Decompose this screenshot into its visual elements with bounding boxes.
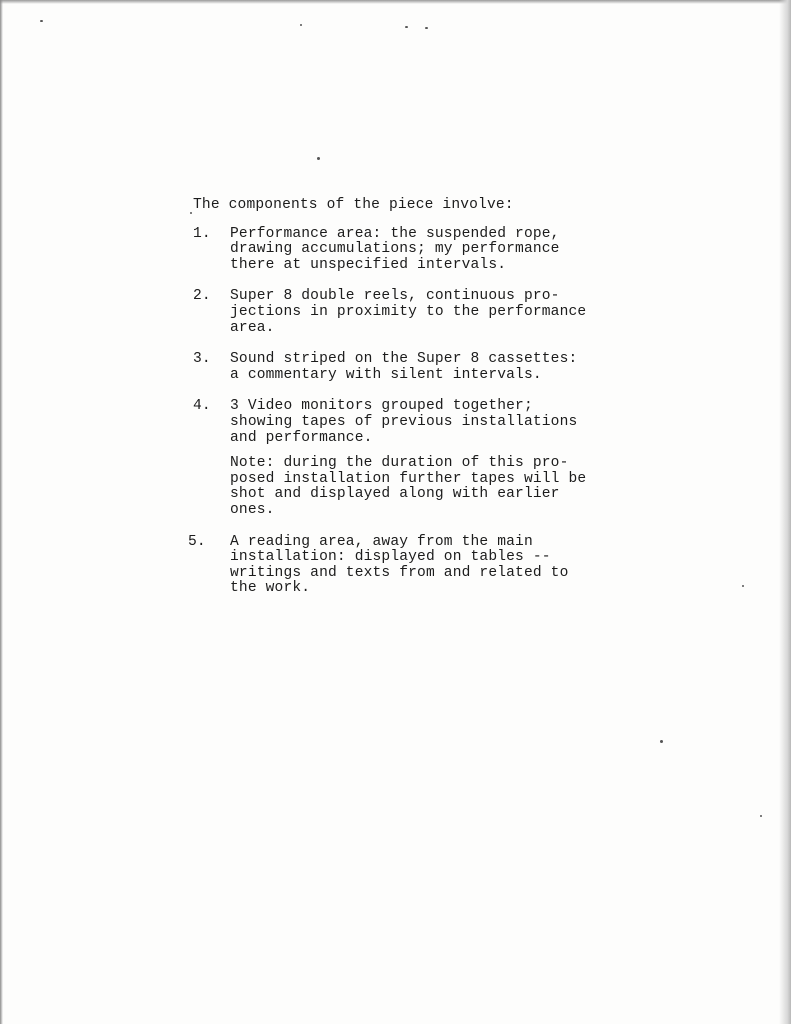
item-line: a commentary with silent intervals. [230, 366, 542, 383]
note-line: ones. [230, 501, 275, 518]
item-line: A reading area, away from the main [230, 533, 533, 550]
item-line: showing tapes of previous installations [230, 413, 578, 430]
item-line: Performance area: the suspended rope, [230, 225, 560, 242]
item-text [230, 535, 569, 597]
scan-speck [405, 26, 408, 28]
scan-edge-top [0, 0, 791, 4]
scan-speck [660, 740, 663, 743]
scan-speck [40, 20, 43, 22]
scan-speck [300, 24, 302, 26]
item-line: writings and texts from and related to [230, 564, 569, 581]
list-item-2 [193, 289, 623, 336]
item-text [230, 352, 577, 383]
intro-line: The components of the piece involve: [193, 197, 514, 213]
item-line: the work. [230, 580, 311, 597]
item-line: 3 Video monitors grouped together; [230, 398, 533, 415]
scan-speck [742, 585, 744, 587]
list-item-5 [188, 535, 623, 597]
note-line: Note: during the duration of this pro- [230, 455, 569, 472]
item-line: Super 8 double reels, continuous pro- [230, 288, 560, 305]
scan-speck [760, 815, 762, 817]
note-line: posed installation further tapes will be [230, 470, 587, 487]
item-text [230, 399, 586, 518]
list-item-3 [193, 352, 623, 383]
item-line: Sound striped on the Super 8 cassettes: [230, 351, 578, 368]
item-line: drawing accumulations; my performance [230, 241, 560, 258]
scan-speck [425, 27, 428, 29]
item-line: and performance. [230, 429, 373, 446]
item-line: jections in proximity to the performance [230, 303, 587, 320]
item-number: 2. [193, 288, 211, 305]
note-line: shot and displayed along with earlier [230, 486, 560, 503]
item-note [230, 456, 586, 518]
item-number: 5. [188, 533, 206, 550]
item-line: there at unspecified intervals. [230, 256, 507, 273]
item-text [230, 227, 560, 274]
item-number: 3. [193, 351, 211, 368]
item-text [230, 289, 586, 336]
item-line: area. [230, 319, 275, 336]
scan-edge-left [0, 0, 3, 1024]
item-number: 4. [193, 398, 211, 415]
scan-speck [190, 212, 192, 214]
document-body [188, 197, 623, 613]
item-line: installation: displayed on tables -- [230, 549, 551, 566]
list-item-4 [193, 399, 623, 518]
scan-edge-right [779, 0, 791, 1024]
list-item-1 [193, 227, 623, 274]
scan-speck [317, 157, 320, 160]
item-number: 1. [193, 225, 211, 242]
